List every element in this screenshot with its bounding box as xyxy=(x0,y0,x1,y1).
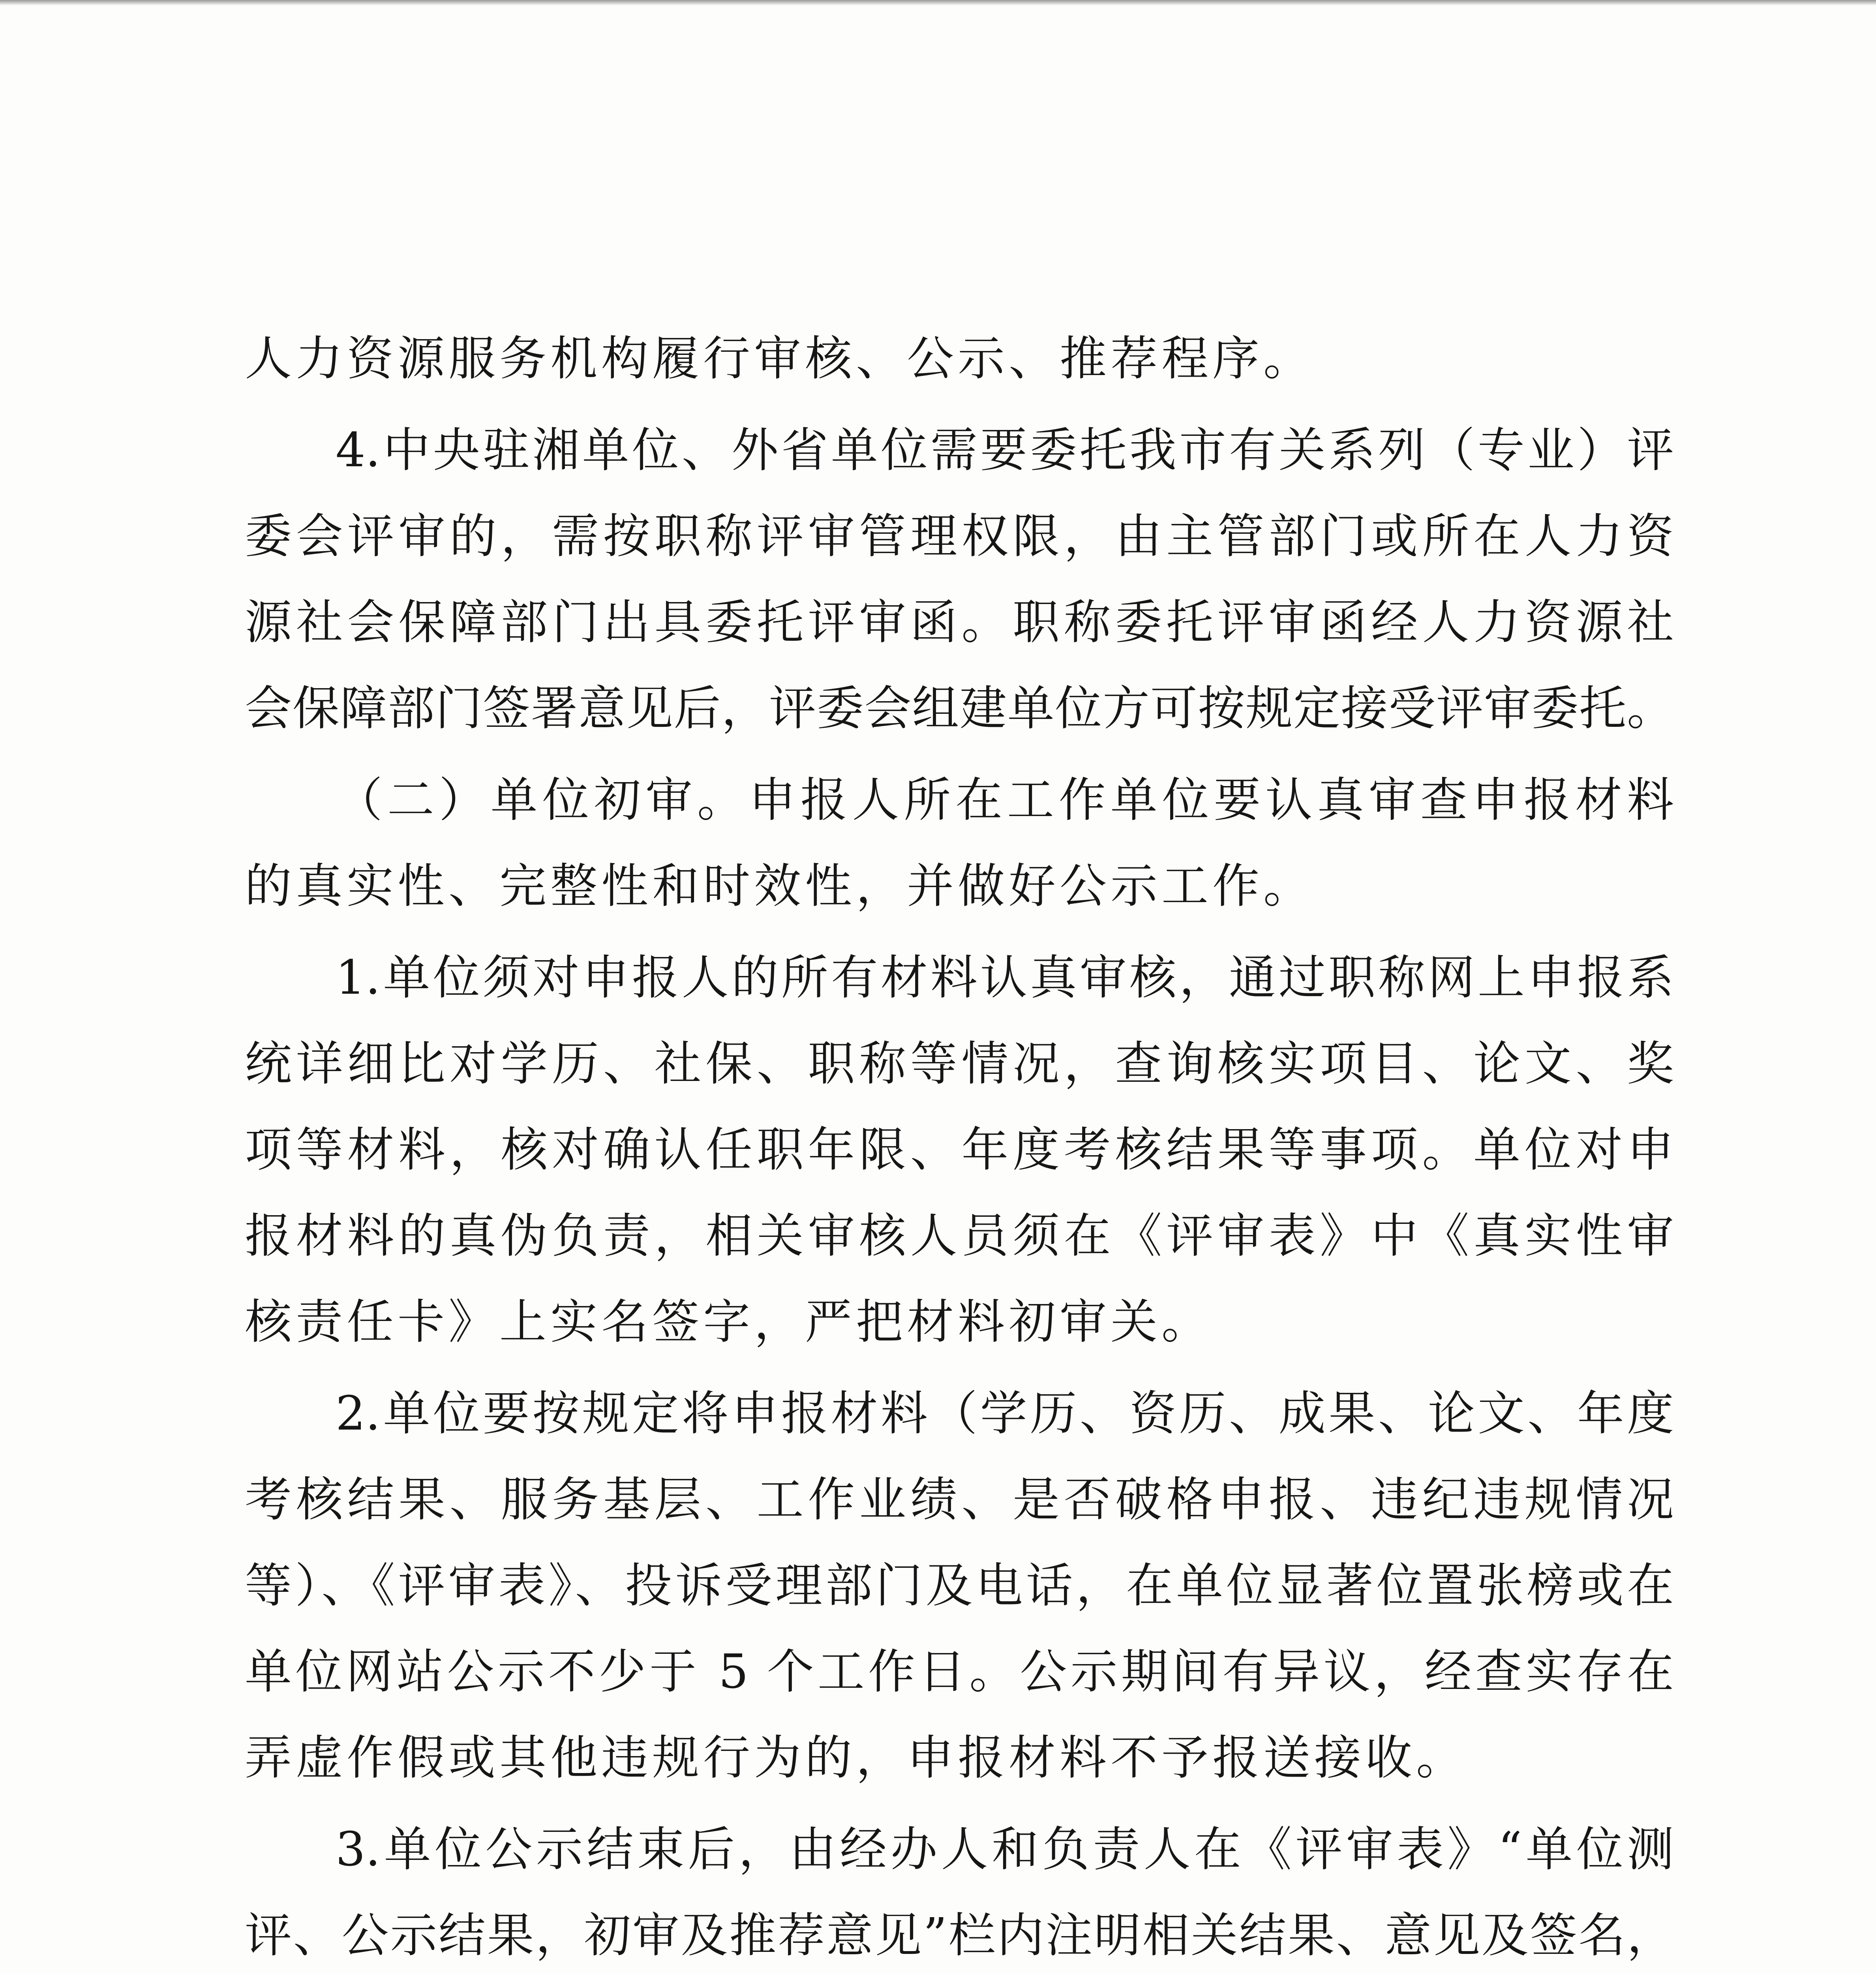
text-line: 核责任卡》上实名签字，严把材料初审关。 xyxy=(245,1295,1212,1349)
text-line: 源社会保障部门出具委托评审函。职称委托评审函经人力资源社 xyxy=(245,595,1674,650)
text-line: 委会评审的，需按职称评审管理权限，由主管部门或所在人力资 xyxy=(245,509,1674,564)
paragraph xyxy=(245,316,1674,402)
paragraph xyxy=(245,1371,1674,1801)
text-line: 统详细比对学历、社保、职称等情况，查询核实项目、论文、奖 xyxy=(245,1037,1674,1091)
text-line: 1.单位须对申报人的所有材料认真审核，通过职称网上申报系 xyxy=(336,951,1674,1005)
text-line: 人力资源服务机构履行审核、公示、推荐程序。 xyxy=(245,332,1314,386)
text-line: 评、公示结果，初审及推荐意见”栏内注明相关结果、意见及签名， xyxy=(245,1908,1674,1963)
text-line: 等）、《评审表》、投诉受理部门及电话，在单位显著位置张榜或在 xyxy=(245,1559,1674,1613)
paragraph xyxy=(245,935,1674,1365)
text-line: 3.单位公示结束后，由经办人和负责人在《评审表》“单位测 xyxy=(336,1822,1674,1877)
text-line: 考核结果、服务基层、工作业绩、是否破格申报、违纪违规情况 xyxy=(245,1473,1674,1527)
paragraph xyxy=(245,407,1674,752)
text-line: 的真实性、完整性和时效性，并做好公示工作。 xyxy=(245,859,1314,914)
paragraph xyxy=(245,757,1674,929)
body-text xyxy=(245,316,1674,1974)
paragraph xyxy=(245,1807,1674,1974)
text-line: 2.单位要按规定将申报材料（学历、资历、成果、论文、年度 xyxy=(336,1387,1674,1441)
text-line: 弄虚作假或其他违规行为的，申报材料不予报送接收。 xyxy=(245,1731,1467,1785)
text-line: 项等材料，核对确认任职年限、年度考核结果等事项。单位对申 xyxy=(245,1123,1674,1177)
section-heading-line: （二）单位初审。申报人所在工作单位要认真审查申报材料 xyxy=(336,773,1674,828)
text-line: 会保障部门签署意见后，评委会组建单位方可按规定接受评审委托。 xyxy=(245,681,1674,736)
text-line: 单位网站公示不少于 5 个工作日。公示期间有异议，经查实存在 xyxy=(245,1645,1674,1699)
text-line: 4.中央驻湘单位、外省单位需要委托我市有关系列（专业）评 xyxy=(336,423,1674,478)
text-line: 报材料的真伪负责，相关审核人员须在《评审表》中《真实性审 xyxy=(245,1209,1674,1263)
scan-top-edge xyxy=(0,0,1876,6)
